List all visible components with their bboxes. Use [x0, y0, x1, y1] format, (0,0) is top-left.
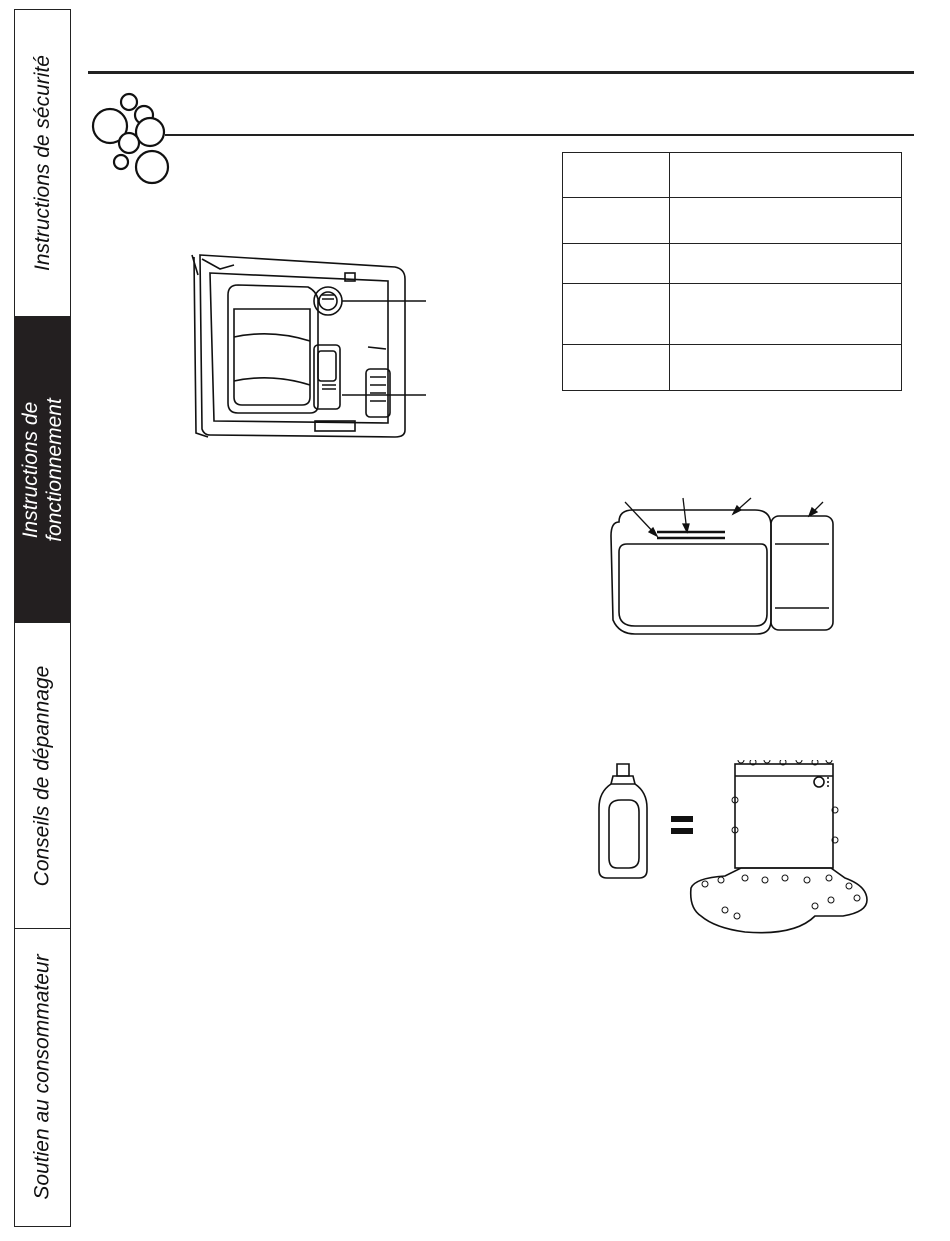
- dishwasher-suds-icon: [691, 764, 867, 933]
- tab-label: Instructions de sécurité: [30, 55, 54, 271]
- dispenser-illustration: [190, 245, 430, 445]
- settings-table: [562, 152, 902, 391]
- table-cell: [670, 284, 902, 345]
- table-row: [563, 345, 902, 391]
- tab-consumer-support[interactable]: [15, 928, 70, 1225]
- side-tab-strip: [14, 9, 71, 1227]
- tab-label: Conseils de dépannage: [30, 665, 54, 886]
- tab-label-line: fonctionnement: [42, 397, 66, 542]
- header-rule: [88, 71, 914, 74]
- table-cell: [563, 284, 670, 345]
- table-cell: [563, 153, 670, 198]
- table-row: [563, 284, 902, 345]
- tab-label: Soutien au consommateur: [30, 954, 54, 1200]
- table-cell: [670, 153, 902, 198]
- table-row: [563, 244, 902, 284]
- tab-operating-instructions[interactable]: [15, 316, 70, 622]
- tab-label-line: Instructions de: [18, 401, 42, 538]
- tab-label: [19, 398, 67, 542]
- table-row: [563, 153, 902, 198]
- table-cell: [670, 198, 902, 244]
- equals-icon: [671, 816, 693, 834]
- table-row: [563, 198, 902, 244]
- bubbles-icon: [88, 90, 178, 190]
- tab-safety-instructions[interactable]: [15, 10, 70, 316]
- dish-soap-bottle-icon: [599, 764, 647, 878]
- table-cell: [563, 198, 670, 244]
- table-cell: [670, 244, 902, 284]
- tab-troubleshooting[interactable]: [15, 622, 70, 928]
- table-cell: [563, 244, 670, 284]
- section-rule: [165, 134, 914, 136]
- table-cell: [670, 345, 902, 391]
- table-cell: [563, 345, 670, 391]
- detergent-cup-illustration: [605, 492, 845, 640]
- dish-soap-warning-illustration: [595, 760, 875, 940]
